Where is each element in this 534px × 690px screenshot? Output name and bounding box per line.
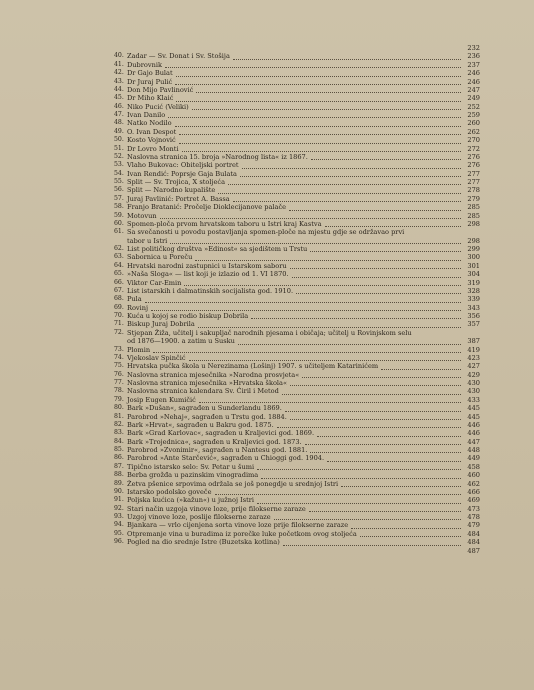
dot-leader — [240, 170, 461, 177]
dot-leader — [360, 530, 461, 537]
dot-leader — [381, 363, 461, 370]
entry-number: 63. — [114, 253, 124, 261]
entry-title: Viktor Car-Emin — [127, 278, 182, 287]
entry-title: Franjo Bratanić: Pročelje Dioklecijanove palače — [127, 203, 287, 212]
entry-title: Biskup Juraj Dobrila — [127, 320, 195, 329]
page-number: 458 — [467, 462, 480, 471]
entry-title: Bjankara — vrlo cijenjena sorta vinove loze prije filokserne zaraze — [127, 521, 349, 530]
entry-title: Dr Gajo Bulat — [127, 69, 173, 78]
entry-number: 71. — [114, 320, 124, 328]
page-number: 278 — [467, 186, 480, 195]
dot-leader — [176, 70, 461, 77]
page-number: 259 — [467, 111, 480, 119]
entry-title: Pogled na dio srednje Istre (Buzetska kotlina) — [127, 538, 280, 547]
page-number: 247 — [467, 85, 480, 94]
entry-number: 79. — [114, 395, 124, 403]
page-number: 299 — [467, 245, 480, 253]
entry-number: 40. — [114, 52, 124, 60]
page-number: 469 — [467, 496, 480, 505]
entry-number: 52. — [114, 152, 124, 160]
toc-entry — [114, 212, 480, 220]
entry-title: Sabornica u Poreču — [127, 253, 193, 262]
entry-number: 86. — [114, 454, 124, 462]
entry-number: 62. — [114, 245, 124, 252]
toc-entry — [114, 446, 480, 454]
entry-title: O. Ivan Despot — [127, 127, 177, 136]
dot-leader — [238, 338, 461, 345]
dot-leader — [198, 321, 461, 328]
entry-title: Parobrod »Nehaj«, sagrađen u Trstu god. 1884. — [127, 412, 287, 421]
entry-title: Plomin — [127, 345, 151, 354]
page-number: 448 — [467, 446, 480, 454]
dot-leader — [192, 103, 461, 110]
page-number: 487 — [467, 546, 480, 555]
page-number: 270 — [467, 136, 480, 145]
toc-entry — [114, 262, 480, 270]
page-number: 447 — [467, 437, 480, 446]
entry-number: 48. — [114, 119, 124, 127]
toc-entry — [114, 312, 480, 320]
dot-leader — [290, 262, 461, 269]
entry-title: Otpremanje vina u buradima iz porečke luke početkom ovog stoljeća — [127, 529, 357, 538]
dot-leader — [282, 388, 461, 395]
dot-leader — [175, 78, 461, 85]
dot-leader — [311, 153, 461, 160]
dot-leader — [153, 346, 461, 353]
page-number: 279 — [467, 194, 480, 203]
toc-entry — [114, 111, 480, 119]
dot-leader — [145, 296, 461, 303]
entry-number: 81. — [114, 412, 124, 420]
toc-entry — [114, 245, 480, 253]
entry-number: 61. — [114, 228, 124, 236]
page-number: 276 — [467, 161, 480, 170]
entry-number: 41. — [114, 60, 124, 68]
entry-title: Pula — [127, 295, 142, 304]
page-number: 285 — [467, 203, 480, 212]
page-number: 249 — [467, 94, 480, 103]
toc-entry — [114, 136, 480, 144]
page-number: 357 — [467, 320, 480, 329]
page-number: 430 — [467, 379, 480, 387]
page-number: 298 — [467, 236, 480, 245]
page-number: 237 — [467, 60, 480, 69]
page-number: 427 — [467, 362, 480, 371]
entry-title: Motovun — [127, 211, 157, 220]
entry-number: 50. — [114, 136, 124, 144]
toc-entry — [114, 270, 480, 278]
entry-title: Tipično istarsko selo: Sv. Petar u šumi — [127, 462, 255, 471]
entry-title: Juraj Pavlinić: Portret A. Bassa — [127, 194, 230, 203]
entry-number: 46. — [114, 102, 124, 110]
toc-entry — [114, 505, 480, 513]
entry-title: Naslovna stranica mjesečnika »Hrvatska škola« — [127, 379, 287, 387]
entry-title: Bark »Hrvat«, sagrađen u Bakru god. 1875. — [127, 420, 274, 429]
entry-title: Dr Miho Klaić — [127, 94, 174, 103]
entry-number: 64. — [114, 261, 124, 269]
toc-entry — [114, 52, 480, 60]
entry-number: 44. — [114, 85, 124, 93]
page-number: 328 — [467, 286, 480, 295]
page-number: 429 — [467, 370, 480, 379]
dot-leader — [165, 61, 461, 68]
entry-title-continuation-line — [127, 337, 463, 345]
dot-leader — [151, 304, 461, 311]
toc-entry — [114, 387, 480, 395]
entry-title: Istarsko podolsko goveče — [127, 487, 212, 496]
entry-title: Josip Eugen Kumičić — [127, 395, 196, 404]
dot-leader — [170, 237, 461, 244]
toc-entry — [114, 521, 480, 529]
page-number: 484 — [467, 538, 480, 547]
entry-number: 65. — [114, 270, 124, 278]
entry-title: List političkog društva »Edinost« sa sjedištem u Trstu — [127, 245, 308, 253]
toc-entry — [114, 480, 480, 488]
toc-entry — [114, 371, 480, 379]
entry-number: 67. — [114, 286, 124, 294]
page-number: 232 — [467, 44, 480, 52]
page-number: 339 — [467, 295, 480, 304]
toc-entry — [114, 488, 480, 496]
toc-entry — [114, 279, 480, 287]
entry-title: Niko Pucić (Veliki) — [127, 102, 189, 111]
entry-title: Rovinj — [127, 303, 149, 312]
entry-number: 89. — [114, 479, 124, 487]
dot-leader — [325, 220, 461, 227]
dot-leader — [327, 455, 461, 462]
entry-number: 82. — [114, 420, 124, 428]
page-number: 319 — [467, 278, 480, 287]
entry-number: 42. — [114, 69, 124, 77]
entry-number: 68. — [114, 295, 124, 303]
dot-leader — [310, 446, 461, 453]
dot-leader — [175, 120, 461, 127]
dot-leader — [257, 497, 461, 504]
entry-number: 90. — [114, 487, 124, 495]
page-number: 246 — [467, 77, 480, 86]
entry-number: 45. — [114, 94, 124, 102]
entry-title: Zadar — Sv. Donat i Sv. Stošija — [127, 52, 230, 61]
dot-leader — [218, 187, 461, 194]
entry-title: Dubrovnik — [127, 60, 162, 69]
toc-entry — [114, 454, 480, 462]
entry-title: Vlaho Bukovac: Obiteljski portret — [127, 161, 239, 170]
dot-leader — [290, 379, 461, 386]
entry-number: 76. — [114, 370, 124, 378]
toc-entry — [114, 128, 480, 136]
dot-leader — [179, 137, 461, 144]
entry-title: Poljska kućica (»kažun«) u južnoj Istri — [127, 496, 255, 505]
dot-leader — [184, 279, 461, 286]
entry-title: Bark »Grad Karlovac«, sagrađen u Kraljevici god. 1869. — [127, 429, 315, 438]
toc-entry — [114, 396, 480, 404]
entry-title: Split — Sv. Trojica, X stoljeća — [127, 178, 226, 186]
toc-entry — [114, 547, 480, 555]
entry-title: »Naša Sloga« — list koji je izlazio od 1. VI 1870. — [127, 270, 289, 279]
page-number: 460 — [467, 471, 480, 480]
toc-entry — [114, 195, 480, 203]
dot-leader — [351, 522, 461, 529]
toc-entry — [114, 69, 480, 77]
entry-number: 75. — [114, 362, 124, 370]
toc-entry — [114, 404, 480, 412]
dot-leader — [215, 488, 461, 495]
entry-title: Hrvatska pučka škola u Nerezinama (Lošinj) 1907. s učiteljem Katarinićem — [127, 362, 379, 371]
page-number: 479 — [467, 521, 480, 530]
entry-number: 56. — [114, 186, 124, 194]
entry-title: Natko Nodilo — [127, 119, 172, 128]
entry-number: 78. — [114, 387, 124, 395]
page-number: 343 — [467, 303, 480, 312]
toc-entry — [114, 362, 480, 370]
toc-entry — [114, 295, 480, 303]
toc-entry — [114, 61, 480, 69]
entry-title-continuation: od 1876—1900. a zatim u Susku — [127, 337, 235, 346]
entry-title: Kosto Vojnović — [127, 136, 176, 145]
dot-leader — [189, 354, 461, 361]
page-number: 236 — [467, 52, 480, 61]
dot-leader — [302, 371, 461, 378]
entry-number: 93. — [114, 513, 124, 520]
toc-entry — [114, 228, 480, 245]
dot-leader — [199, 396, 461, 403]
page-number: 252 — [467, 102, 480, 111]
page-number: 387 — [467, 337, 480, 346]
page-number: 356 — [467, 312, 480, 320]
dot-leader — [160, 212, 461, 219]
page-number: 300 — [467, 253, 480, 262]
entry-title: Uzgoj vinove loze, poslije filokserne zaraze — [127, 513, 271, 521]
entry-number: 51. — [114, 144, 124, 152]
toc-entry — [114, 530, 480, 538]
entry-title: Berba grožđa u pazinskim vinogradima — [127, 471, 259, 480]
toc-entry — [114, 538, 480, 546]
dot-leader — [251, 312, 461, 319]
page-number: 262 — [467, 127, 480, 136]
entry-number: 59. — [114, 211, 124, 219]
entry-title: Vjekoslav Spinčić — [127, 353, 186, 362]
page-number: 462 — [467, 479, 480, 488]
dot-leader — [242, 162, 461, 169]
dot-leader — [341, 480, 461, 487]
entry-number: 43. — [114, 77, 124, 85]
page-number: 276 — [467, 152, 480, 161]
toc-entry — [114, 186, 480, 194]
dot-leader — [274, 513, 461, 520]
entry-number: 92. — [114, 504, 124, 512]
page-number: 277 — [467, 169, 480, 178]
dot-leader — [283, 539, 461, 546]
entry-title-block — [127, 329, 463, 346]
toc-entry — [114, 320, 480, 328]
toc-entry — [114, 329, 480, 346]
toc-entry — [114, 346, 480, 354]
entry-title: Stari način uzgoja vinove loze, prije filokserne zaraze — [127, 504, 306, 513]
page-number: 449 — [467, 454, 480, 463]
entry-title: List istarskih i dalmatinskih socijalista god. 1910. — [127, 286, 294, 295]
entry-number: 80. — [114, 404, 124, 412]
entry-number: 69. — [114, 303, 124, 311]
page-number: 285 — [467, 211, 480, 220]
page-number: 433 — [467, 395, 480, 404]
dot-leader — [228, 178, 461, 185]
toc-entry — [114, 153, 480, 161]
entry-title-continuation-line — [127, 237, 463, 245]
entry-number: 47. — [114, 111, 124, 118]
page-number: 466 — [467, 487, 480, 496]
toc-entry — [114, 78, 480, 86]
entry-title: Ivan Danilo — [127, 111, 166, 119]
entry-title: Naslovna stranica 15. broja »Narodnog lista« iz 1867. — [127, 152, 308, 161]
entry-number: 73. — [114, 345, 124, 353]
page-number: 246 — [467, 69, 480, 78]
page-number: 272 — [467, 144, 480, 153]
toc-entry — [114, 119, 480, 127]
entry-number: 66. — [114, 278, 124, 286]
page-number: 304 — [467, 270, 480, 279]
entry-number: 96. — [114, 538, 124, 546]
entry-title: Don Mijo Pavlinović — [127, 85, 194, 94]
toc-entry — [114, 145, 480, 153]
dot-leader — [195, 254, 461, 261]
entry-title: Dr Juraj Pulić — [127, 77, 173, 86]
toc-entry — [114, 94, 480, 102]
entry-title-continuation: tabor u Istri — [127, 236, 168, 245]
entry-title: Hrvatski narodni zastupnici u Istarskom saboru — [127, 261, 287, 270]
toc-entry — [114, 354, 480, 362]
entry-title: Split — Narodno kupalište — [127, 186, 216, 195]
toc-entry — [114, 304, 480, 312]
dot-leader — [196, 86, 461, 93]
entry-number: 57. — [114, 194, 124, 202]
toc-entry — [114, 438, 480, 446]
entry-number: 58. — [114, 203, 124, 211]
dot-leader — [176, 95, 461, 102]
entry-title: Bark »Trojednica«, sagrađen u Kraljevici god. 1873. — [127, 437, 302, 446]
toc-entry — [114, 203, 480, 211]
dot-leader — [261, 472, 461, 479]
toc-entry — [114, 413, 480, 421]
toc-entry — [114, 253, 480, 261]
page-number: 301 — [467, 261, 480, 270]
entry-number: 83. — [114, 429, 124, 437]
entry-number: 54. — [114, 169, 124, 177]
dot-leader — [290, 413, 461, 420]
page-number: 446 — [467, 420, 480, 429]
entry-number: 94. — [114, 521, 124, 529]
page-number: 260 — [467, 119, 480, 128]
entry-number: 49. — [114, 127, 124, 135]
entry-number: 84. — [114, 437, 124, 445]
entry-number: 60. — [114, 219, 124, 227]
entry-number: 88. — [114, 471, 124, 479]
entry-title-block — [127, 228, 463, 245]
entry-title: Ivan Rendić: Poprsje Gaja Bulata — [127, 169, 237, 178]
entry-number: 72. — [114, 328, 124, 336]
dot-leader — [233, 195, 461, 202]
toc-entry — [114, 220, 480, 228]
entry-title: Spomen-ploča prvom hrvatskom taboru u Istri kraj Kastva — [127, 219, 322, 228]
entry-title: Parobrod »Ante Starčević«, sagrađen u Chioggi god. 1904. — [127, 454, 325, 463]
dot-leader — [130, 548, 461, 554]
entry-title: Bark »Dušan«, sagrađen u Sunderlandu 1869. — [127, 404, 282, 413]
page-number: 277 — [467, 178, 480, 186]
toc-entry — [114, 496, 480, 504]
page-number: 419 — [467, 345, 480, 354]
entry-title: Sa svečanosti u povodu postavljanja spomen-ploče na mjestu gdje se održavao prvi — [127, 228, 405, 237]
list-of-illustrations — [114, 44, 480, 555]
page-number: 446 — [467, 429, 480, 438]
entry-title: Parobrod »Zvonimir«, sagrađen u Nantesu god. 1881. — [127, 446, 308, 454]
dot-leader — [233, 53, 461, 60]
page-number: 473 — [467, 504, 480, 513]
toc-entry — [114, 463, 480, 471]
dot-leader — [292, 271, 461, 278]
entry-number: 87. — [114, 462, 124, 470]
entry-title: Kuća u kojoj se rodio biskup Dobrila — [127, 312, 249, 320]
toc-entry — [114, 103, 480, 111]
entry-number: 91. — [114, 496, 124, 504]
dot-leader — [117, 45, 461, 51]
dot-leader — [257, 463, 461, 470]
dot-leader — [309, 505, 461, 512]
toc-entry — [114, 161, 480, 169]
page-number: 423 — [467, 353, 480, 362]
entry-title: Naslovna stranica mjesečnika »Narodna prosvjeta« — [127, 370, 300, 379]
toc-entry — [114, 86, 480, 94]
page-number: 445 — [467, 404, 480, 413]
toc-entry — [114, 513, 480, 521]
dot-leader — [289, 204, 461, 211]
entry-number: 70. — [114, 312, 124, 319]
entry-title: Dr Lovro Monti — [127, 144, 179, 153]
dot-leader — [285, 405, 461, 412]
page-number: 298 — [467, 219, 480, 228]
page-number: 430 — [467, 387, 480, 396]
page-number: 445 — [467, 412, 480, 421]
page-number: 478 — [467, 513, 480, 521]
entry-number: 74. — [114, 353, 124, 361]
entry-number: 55. — [114, 178, 124, 185]
entry-title: Stjepan Žiža, učitelj i sakupljač narodnih pjesama i običaja; učitelj u Rovinjskom selu — [127, 328, 412, 337]
dot-leader — [179, 128, 461, 135]
dot-leader — [168, 111, 461, 118]
dot-leader — [310, 245, 461, 252]
entry-title: Žetva pšenice srpovima održala se još ponegdje u srednjoj Istri — [127, 479, 339, 488]
toc-entry — [114, 170, 480, 178]
entry-number: 85. — [114, 446, 124, 453]
entry-number: 53. — [114, 161, 124, 169]
page-number: 484 — [467, 529, 480, 538]
entry-number: 95. — [114, 529, 124, 537]
entry-title: Naslovna stranica kalendara Sv. Ćiril i Metod — [127, 387, 279, 396]
toc-entry — [114, 287, 480, 295]
dot-leader — [317, 430, 461, 437]
dot-leader — [277, 421, 461, 428]
dot-leader — [182, 145, 461, 152]
toc-entry — [114, 429, 480, 437]
toc-entry — [114, 471, 480, 479]
dot-leader — [296, 287, 461, 294]
toc-entry — [114, 421, 480, 429]
dot-leader — [305, 438, 461, 445]
entry-number: 77. — [114, 379, 124, 386]
